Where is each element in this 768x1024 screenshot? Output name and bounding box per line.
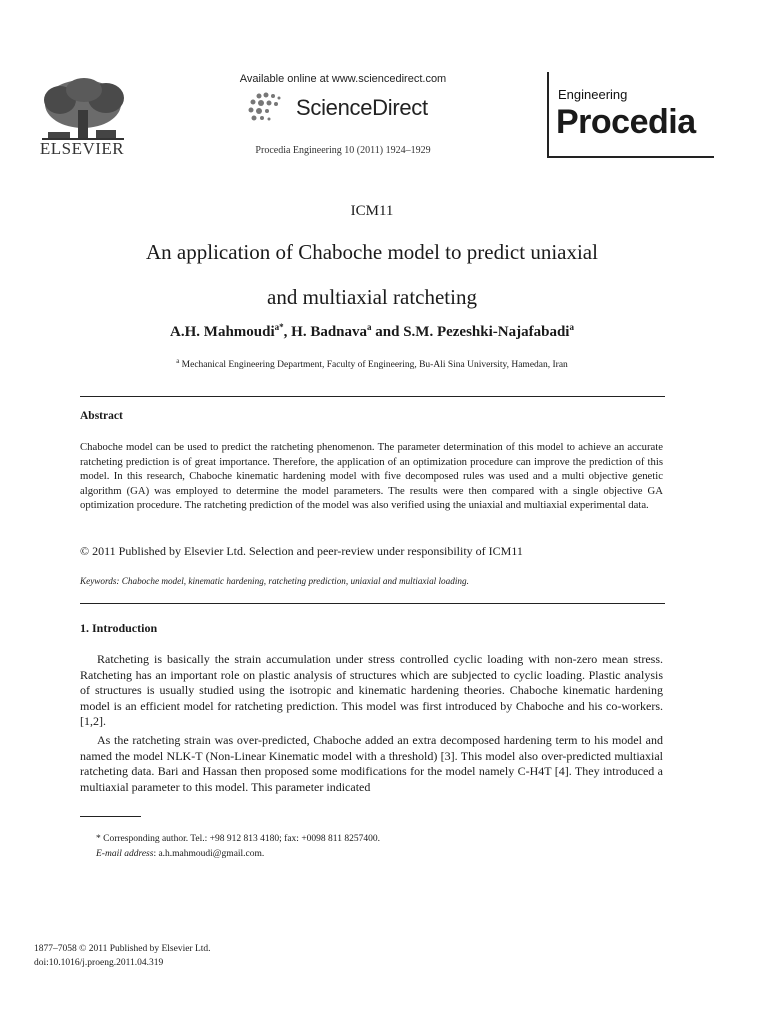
corresponding-author-footnote: * Corresponding author. Tel.: +98 912 813 4180; fax: +0098 811 8257400. bbox=[96, 834, 380, 844]
author-affiliation-mark: a bbox=[569, 322, 574, 332]
affiliation bbox=[0, 357, 744, 370]
abstract-bottom-rule bbox=[80, 603, 665, 604]
abstract-heading: Abstract bbox=[80, 410, 123, 422]
doi-footer: doi:10.1016/j.proeng.2011.04.319 bbox=[34, 958, 164, 968]
sciencedirect-dots-logo bbox=[245, 90, 291, 126]
paragraph-text: As the ratcheting strain was over-predicted, Chaboche added an extra decomposed hardening term to his model and named the model NLK-T (Non-Linear Kinematic model with a threshold) [3]. This model also over-predicted multiaxial ratcheting data. Bari and Hassan then proposed some modifications for the model namely C-H4T [4]. They introduced a multiaxial parameter to this model. This parameter indicated bbox=[80, 733, 663, 794]
issn-copyright-footer: 1877–7058 © 2011 Published by Elsevier Ltd. bbox=[34, 944, 211, 954]
email-label: E-mail address bbox=[96, 849, 154, 859]
section-heading-introduction: 1. Introduction bbox=[80, 621, 158, 635]
paragraph-text: Ratcheting is basically the strain accumulation under stress controlled cyclic loading with non-zero mean stress. Ratcheting has an important role on plastic analysis of structures which are subjected to cyclic loading. Plastic analysis of structures is usually studied using the isotropic and kinematic hardening theories. Chaboche kinematic hardening model is an efficient model for ratcheting prediction. This model was first introduced by Chaboche and his co-workers. [1,2]. bbox=[80, 652, 663, 729]
publisher-name: ELSEVIER bbox=[39, 139, 125, 158]
author-separator: and bbox=[371, 324, 404, 340]
footnote-rule bbox=[80, 816, 141, 817]
email-footnote bbox=[96, 849, 264, 859]
paper-title-line1: An application of Chaboche model to predict uniaxial bbox=[146, 240, 598, 264]
procedia-title: Procedia bbox=[556, 103, 696, 141]
available-online-text: Available online at www.sciencedirect.com bbox=[239, 73, 447, 85]
author-name: H. Badnava bbox=[291, 324, 368, 340]
author-affiliation-mark: a bbox=[367, 322, 372, 332]
journal-reference: Procedia Engineering 10 (2011) 1924–1929 bbox=[255, 145, 431, 156]
author-affiliation-mark: a* bbox=[274, 322, 284, 332]
copyright-notice: © 2011 Published by Elsevier Ltd. Selection and peer-review under responsibility of ICM11 bbox=[80, 544, 523, 558]
conference-name: ICM11 bbox=[350, 203, 394, 219]
author-name: A.H. Mahmoudi bbox=[170, 324, 275, 340]
abstract-top-rule bbox=[80, 396, 665, 397]
author-separator: , bbox=[283, 324, 292, 340]
paper-title-line2: and multiaxial ratcheting bbox=[267, 285, 477, 309]
author-name: S.M. Pezeshki-Najafabadi bbox=[403, 324, 570, 340]
author-list bbox=[0, 322, 744, 341]
procedia-subtitle: Engineering bbox=[558, 87, 628, 102]
abstract-body: Chaboche model can be used to predict the ratcheting phenomenon. The parameter determination of this model to achieve an accurate ratcheting prediction is of great importance. Therefore, the application of an optimization procedure can improve the prediction of this model. In this research, Chaboche kinematic hardening model with five decomposed rules was used and a multi objective genetic algorithm (GA) was employed to determine the model parameters. The results were then compared with a single objective GA optimization procedure. The ratcheting prediction of the model was also verified using the uniaxial and multiaxial experimental data. bbox=[80, 441, 663, 512]
sciencedirect-wordmark: ScienceDirect bbox=[296, 95, 428, 120]
email-value: : a.h.mahmoudi@gmail.com. bbox=[153, 849, 265, 859]
keywords: Keywords: Chaboche model, kinematic hardening, ratcheting prediction, uniaxial and multiaxial loading. bbox=[80, 576, 469, 586]
affiliation-mark: a bbox=[176, 357, 180, 365]
affiliation-text: Mechanical Engineering Department, Faculty of Engineering, Bu-Ali Sina University, Hamedan, Iran bbox=[181, 360, 568, 371]
intro-paragraph-1 bbox=[80, 652, 663, 730]
intro-paragraph-2 bbox=[80, 733, 663, 795]
